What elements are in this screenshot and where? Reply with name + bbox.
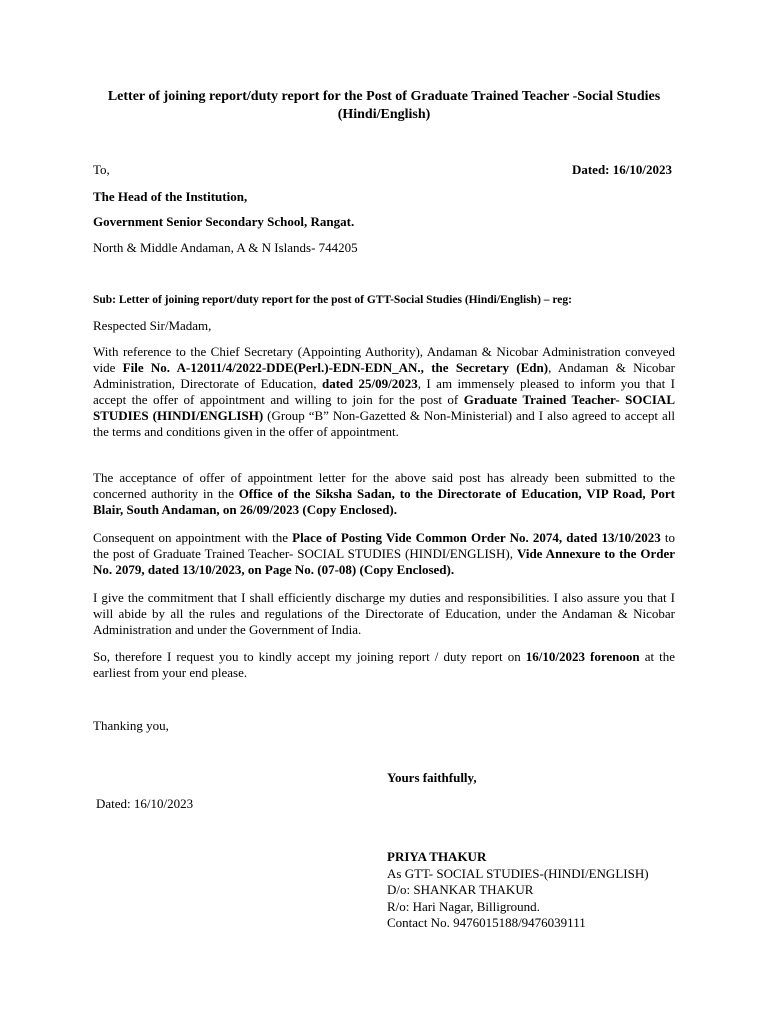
p1-file-number: File No. A-12011/4/2022-DDE(Perl.)-EDN-EDN_AN., the Secretary (Edn) — [122, 360, 549, 375]
p5-text-1: So, therefore I request you to kindly accept my joining report / duty report on — [93, 649, 526, 664]
letter-title: Letter of joining report/duty report for the Post of Graduate Trained Teacher -Social Studies (Hindi/English) — [107, 89, 661, 122]
signatory-post: As GTT- SOCIAL STUDIES-(HINDI/ENGLISH) — [387, 866, 649, 881]
p2-text-1: The acceptance of offer of appointment letter for the above said post has already been submitted to the concerned authority in the — [93, 470, 675, 501]
paragraph-1 — [93, 344, 675, 440]
signatory-residence: R/o: Hari Nagar, Billiground. — [387, 899, 540, 914]
signatory-name: PRIYA THAKUR — [387, 849, 487, 864]
paragraph-5 — [93, 649, 675, 681]
p2-office: Office of the Siksha Sadan, to the Directorate of Education, VIP Road, Port Blair, South Andaman, on 26/09/2023 (Copy Enclosed). — [93, 486, 676, 517]
paragraph-3 — [93, 530, 675, 578]
addressee-line1: The Head of the Institution, — [93, 189, 248, 204]
signatory-parent: D/o: SHANKAR THAKUR — [387, 882, 534, 897]
paragraph-2 — [93, 470, 675, 518]
p5-joining-date: 16/10/2023 forenoon — [525, 649, 640, 664]
signatory-contact: Contact No. 9476015188/9476039111 — [387, 915, 586, 930]
p1-text-2: , Andaman & Nicobar Administration, Directorate of Education, — [93, 360, 675, 391]
closing-line: Yours faithfully, — [387, 770, 477, 785]
addressee-line2: Government Senior Secondary School, Rangat. — [93, 214, 355, 229]
subject-line: Sub: Letter of joining report/duty report for the post of GTT-Social Studies (Hindi/English) – reg: — [93, 294, 572, 306]
p1-date: dated 25/09/2023 — [321, 376, 418, 391]
p3-text-1: Consequent on appointment with the — [93, 530, 293, 545]
p3-annexure: Vide Annexure to the Order No. 2079, dated 13/10/2023, on Page No. (07-08) (Copy Enclosed). — [93, 546, 675, 577]
p1-post-name: Graduate Trained Teacher- SOCIAL STUDIES (HINDI/ENGLISH) — [93, 392, 675, 423]
date-bottom: Dated: 16/10/2023 — [96, 796, 194, 811]
p3-posting-order: Place of Posting Vide Common Order No. 2074, dated 13/10/2023 — [292, 530, 661, 545]
addressee-line3: North & Middle Andaman, A & N Islands- 744205 — [93, 240, 358, 255]
p1-text-3: , I am immensely pleased to inform you that I accept the offer of appointment and willing to join for the post of — [93, 376, 675, 407]
p5-text-2: at the earliest from your end please. — [93, 649, 675, 680]
to-label: To, — [93, 162, 110, 177]
p1-text-4: (Group “B” Non-Gazetted & Non-Ministerial) and I also agreed to accept all the terms and conditions given in the offer of appointment. — [93, 408, 675, 439]
p1-text-1: With reference to the Chief Secretary (Appointing Authority), Andaman & Nicobar Administration conveyed vide — [93, 344, 675, 375]
date-top: Dated: 16/10/2023 — [571, 162, 672, 177]
paragraph-4: I give the commitment that I shall efficiently discharge my duties and responsibilities. I also assure you that I will abide by all the rules and regulations of the Directorate of Education, under the Andaman & Nicobar Administration and under the Government of India. — [93, 590, 675, 637]
salutation: Respected Sir/Madam, — [93, 318, 212, 333]
thanks-line: Thanking you, — [93, 718, 169, 733]
p3-text-2: to the post of Graduate Trained Teacher- SOCIAL STUDIES (HINDI/ENGLISH), — [93, 530, 675, 561]
